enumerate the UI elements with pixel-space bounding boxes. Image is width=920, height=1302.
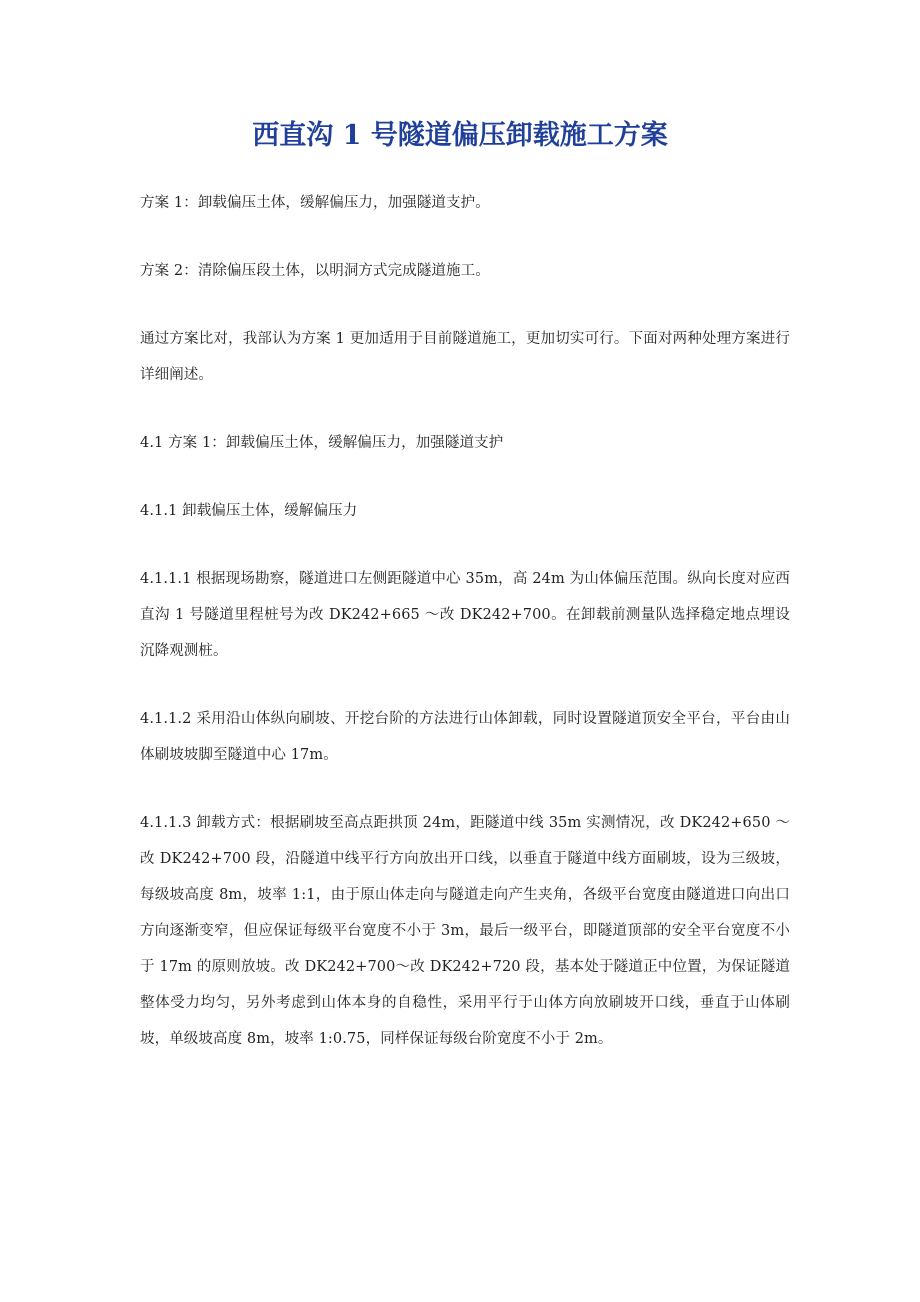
paragraph-4-1-1-3: 4.1.1.3 卸载方式：根据刷坡至高点距拱顶 24m，距隧道中线 35m 实测情况，改 DK242+650 ～改 DK242+700 段，沿隧道中线平行方向放出开口线，以垂直于隧道中线方面刷坡，设为三级坡，每级坡高度 8m，坡率 1:1，由于原山体走向与隧道走向产生夹角，各级平台宽度由隧道进口向出口方向逐渐变窄，但应保证每级平台宽度不小于 3m，最后一级平台，即隧道顶部的安全平台宽度不小于 17m 的原则放坡。改 DK242+700～改 DK242+720 段，基本处于隧道正中位置，为保证隧道整体受力均匀，另外考虑到山体本身的自稳性，采用平行于山体方向放刷坡开口线，垂直于山体刷坡，单级坡高度 8m，坡率 1:0.75，同样保证每级台阶宽度不小于 2m。 (140, 815, 790, 1047)
document-title: 西直沟 1 号隧道偏压卸载施工方案 (252, 120, 668, 151)
paragraph-4-1-1-2: 4.1.1.2 采用沿山体纵向刷坡、开挖台阶的方法进行山体卸载，同时设置隧道顶安全平台，平台由山体刷坡坡脚至隧道中心 17m。 (140, 711, 790, 763)
section-heading-4-1: 4.1 方案 1：卸载偏压土体，缓解偏压力，加强隧道支护 (140, 435, 504, 451)
paragraph-plan-2: 方案 2：清除偏压段土体，以明洞方式完成隧道施工。 (140, 263, 490, 279)
paragraph-plan-1: 方案 1：卸载偏压土体，缓解偏压力，加强隧道支护。 (140, 195, 490, 211)
paragraph-4-1-1-1: 4.1.1.1 根据现场勘察，隧道进口左侧距隧道中心 35m，高 24m 为山体偏压范围。纵向长度对应西直沟 1 号隧道里程桩号为改 DK242+665 ～改 DK242+700。在卸载前测量队选择稳定地点埋设沉降观测桩。 (140, 571, 790, 659)
section-heading-4-1-1: 4.1.1 卸载偏压土体，缓解偏压力 (140, 503, 358, 519)
document-body (140, 185, 790, 1089)
paragraph-comparison: 通过方案比对，我部认为方案 1 更加适用于目前隧道施工，更加切实可行。下面对两种处理方案进行详细阐述。 (140, 331, 790, 383)
